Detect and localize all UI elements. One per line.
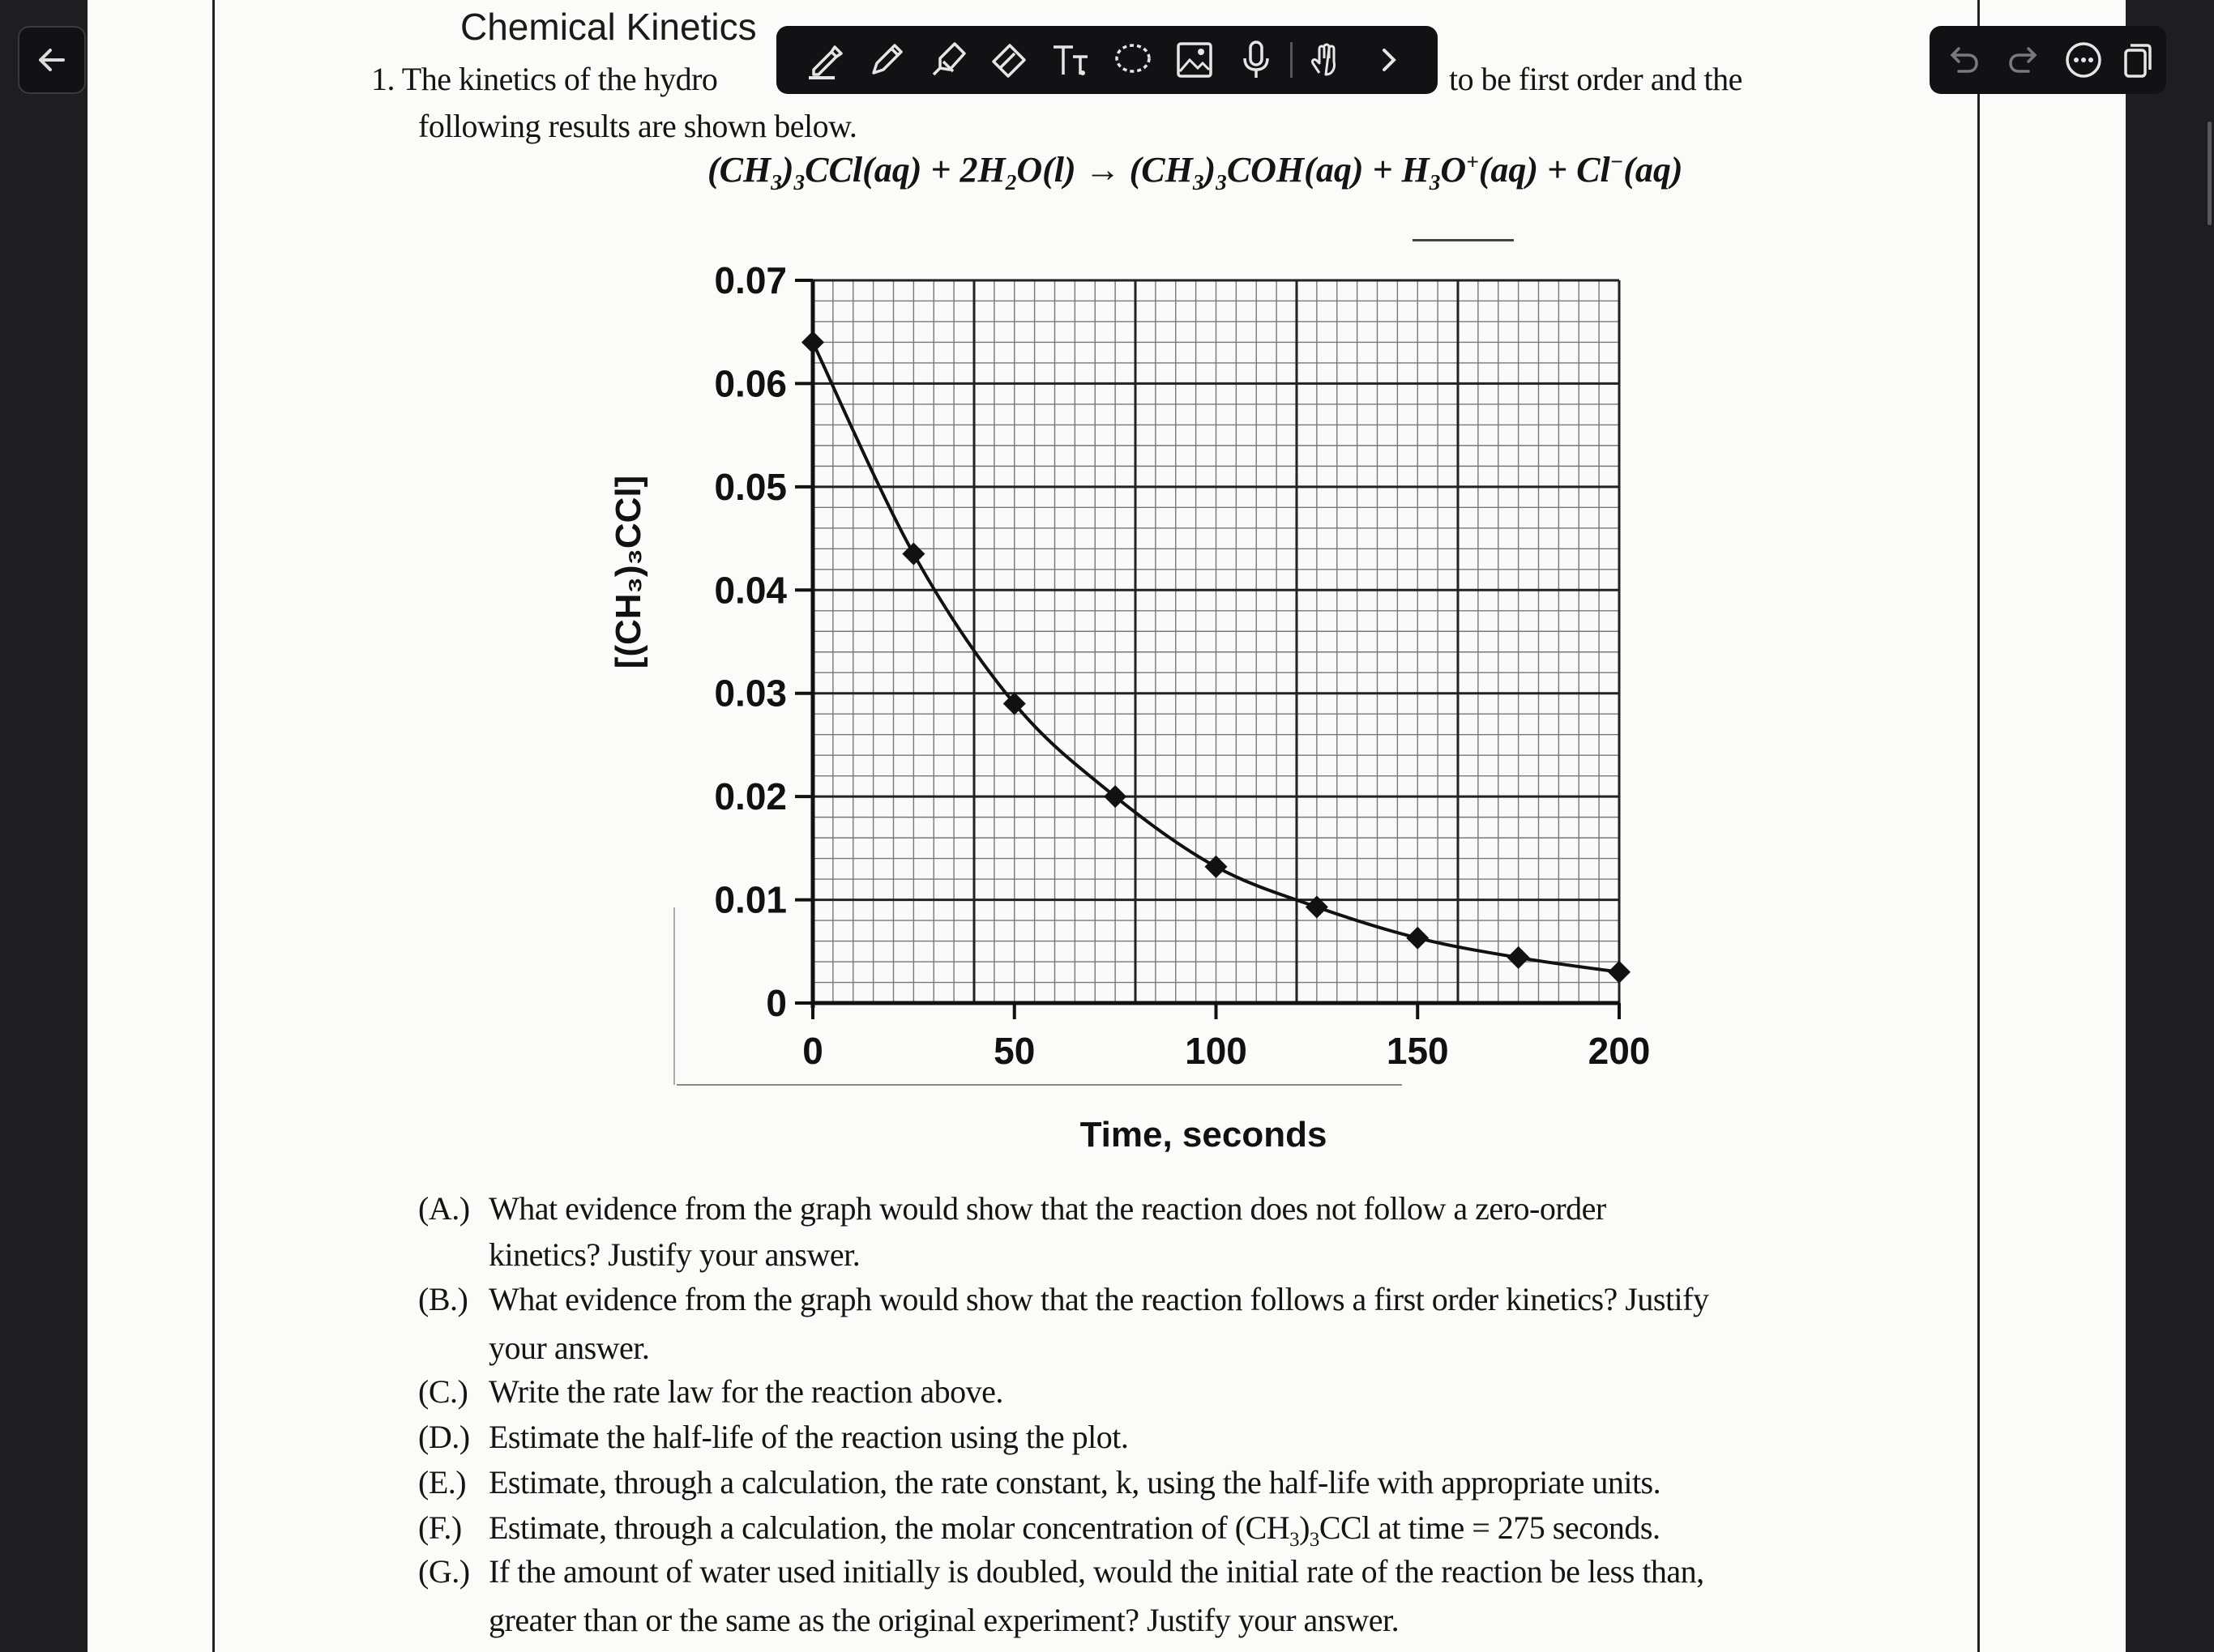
subquestion-c-label: (C.) [418,1373,468,1410]
subquestion-b-text: What evidence from the graph would show that the reaction follows a first order kinetics? Justify [489,1281,1709,1317]
x-tick-label: 150 [1386,1030,1449,1072]
subquestion-f-text: Estimate, through a calculation, the molar concentration of $(CH_3)_3CCl$ at time = 275 seconds. [489,1509,1660,1551]
x-tick-label: 50 [994,1030,1036,1072]
microphone-icon[interactable] [1233,37,1279,83]
question-intro-start: 1. The kinetics of the hydro [371,61,718,97]
subquestion-g-text: If the amount of water used initially is doubled, would the initial rate of the reaction be less than, [489,1553,1704,1590]
subquestion-a-text: What evidence from the graph would show that the reaction does not follow a zero-order [489,1190,1606,1227]
document-title: Chemical Kinetics [460,6,757,48]
page-left-border [212,0,215,1652]
text-icon[interactable] [1049,37,1094,83]
chevron-right-icon[interactable] [1366,37,1412,83]
y-tick-label: 0.07 [714,259,787,301]
subquestion-f-label: (F.) [418,1509,462,1546]
equation-underline [1413,239,1514,241]
right-dark-margin [2126,0,2214,1652]
x-tick-label: 200 [1588,1030,1651,1072]
y-tick-label: 0.01 [714,878,787,921]
page-right-border [1977,0,1980,1652]
fountain-pen-icon[interactable] [802,37,848,83]
left-dark-margin [0,0,88,1652]
touch-gesture-icon[interactable] [1303,37,1348,83]
right-toolbar [1930,26,2166,94]
subquestion-b-label: (B.) [418,1281,468,1317]
y-tick-label: 0.04 [714,569,787,612]
question-intro-end: to be first order and the [1449,61,1742,97]
question-intro-line2: following results are shown below. [418,108,857,144]
pages-icon[interactable] [2114,37,2160,83]
highlighter-icon[interactable] [925,37,971,83]
subquestion-a-text-cont: kinetics? Justify your answer. [489,1236,861,1273]
redo-icon[interactable] [2001,37,2046,83]
subquestion-c-text: Write the rate law for the reaction above. [489,1373,1003,1410]
reaction-equation: $(CH_3)_3CCl(aq) + 2H_2O(l) \to (CH_3)_3COH(aq) + H_3O^+(aq) + Cl^-(aq)$ [707,149,1683,194]
subquestion-d-text: Estimate the half-life of the reaction using the plot. [489,1419,1129,1455]
scroll-indicator[interactable] [2208,122,2212,225]
subquestion-a-label: (A.) [418,1190,470,1227]
more-icon[interactable] [2061,37,2106,83]
subquestion-d-label: (D.) [418,1419,470,1455]
subquestion-g-text-cont: greater than or the same as the original experiment? Justify your answer. [489,1602,1400,1638]
drawing-toolbar [776,26,1438,94]
worksheet-page[interactable] [88,0,2126,1652]
y-tick-label: 0.05 [714,465,787,508]
y-tick-label: 0 [766,982,787,1024]
back-button[interactable] [18,26,86,94]
y-tick-label: 0.02 [714,775,787,818]
y-axis-title: [(CH₃)₃CCl] [609,475,648,669]
subquestion-g-label: (G.) [418,1553,470,1590]
eraser-icon[interactable] [987,37,1032,83]
image-icon[interactable] [1172,37,1217,83]
x-tick-label: 0 [802,1030,823,1072]
subquestion-b-text-cont: your answer. [489,1330,650,1366]
pencil-icon[interactable] [864,37,909,83]
back-arrow-icon [29,37,75,83]
y-tick-label: 0.03 [714,672,787,715]
toolbar-divider [1290,42,1293,78]
subquestion-e-text: Estimate, through a calculation, the rate constant, k, using the half-life with appropriate units. [489,1464,1661,1500]
x-tick-label: 100 [1185,1030,1247,1072]
subquestion-e-label: (E.) [418,1464,467,1500]
y-tick-label: 0.06 [714,362,787,405]
lasso-icon[interactable] [1110,37,1156,83]
undo-icon[interactable] [1941,37,1986,83]
x-axis-title: Time, seconds [1079,1115,1327,1155]
